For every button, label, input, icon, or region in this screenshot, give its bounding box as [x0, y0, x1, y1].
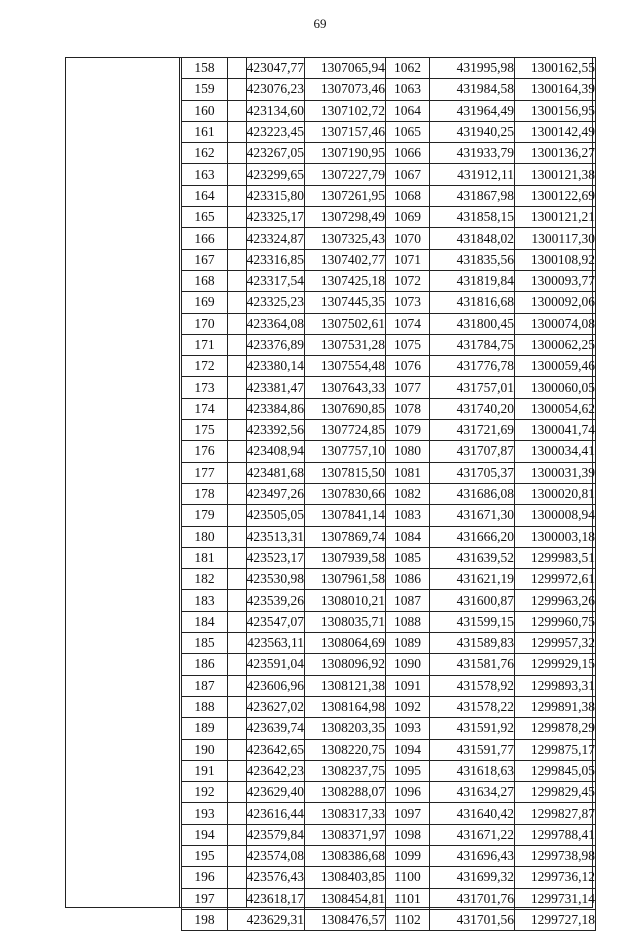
x-coordinate-left: 423134,60 [228, 100, 305, 121]
y-coordinate-right: 1299738,98 [515, 845, 596, 866]
y-coordinate-right: 1300121,21 [515, 207, 596, 228]
y-coordinate-right: 1299960,75 [515, 611, 596, 632]
x-coordinate-left: 423317,54 [228, 270, 305, 291]
y-coordinate-left: 1307939,58 [305, 547, 386, 568]
y-coordinate-right: 1300092,06 [515, 292, 596, 313]
x-coordinate-right: 431581,76 [430, 654, 515, 675]
x-coordinate-left: 423642,23 [228, 760, 305, 781]
y-coordinate-left: 1307261,95 [305, 185, 386, 206]
table-row [182, 58, 596, 79]
point-number-right: 1065 [386, 121, 430, 142]
y-coordinate-left: 1307869,74 [305, 526, 386, 547]
y-coordinate-left: 1307502,61 [305, 313, 386, 334]
x-coordinate-left: 423316,85 [228, 249, 305, 270]
x-coordinate-right: 431995,98 [430, 58, 515, 79]
y-coordinate-left: 1307690,85 [305, 398, 386, 419]
y-coordinate-left: 1307830,66 [305, 483, 386, 504]
y-coordinate-left: 1307227,79 [305, 164, 386, 185]
y-coordinate-right: 1300142,49 [515, 121, 596, 142]
table-row [182, 441, 596, 462]
point-number-left: 182 [182, 569, 228, 590]
point-number-left: 165 [182, 207, 228, 228]
x-coordinate-right: 431686,08 [430, 483, 515, 504]
x-coordinate-left: 423223,45 [228, 121, 305, 142]
point-number-right: 1082 [386, 483, 430, 504]
x-coordinate-left: 423364,08 [228, 313, 305, 334]
y-coordinate-right: 1300108,92 [515, 249, 596, 270]
point-number-left: 163 [182, 164, 228, 185]
point-number-right: 1099 [386, 845, 430, 866]
y-coordinate-right: 1300162,55 [515, 58, 596, 79]
x-coordinate-left: 423563,11 [228, 633, 305, 654]
table-row [182, 207, 596, 228]
point-number-left: 175 [182, 420, 228, 441]
point-number-right: 1063 [386, 79, 430, 100]
table-row [182, 569, 596, 590]
point-number-left: 177 [182, 462, 228, 483]
point-number-left: 184 [182, 611, 228, 632]
x-coordinate-right: 431867,98 [430, 185, 515, 206]
table-row [182, 760, 596, 781]
y-coordinate-right: 1300041,74 [515, 420, 596, 441]
point-number-left: 161 [182, 121, 228, 142]
table-row [182, 718, 596, 739]
y-coordinate-right: 1300008,94 [515, 505, 596, 526]
table-row [182, 270, 596, 291]
point-number-left: 194 [182, 824, 228, 845]
point-number-left: 185 [182, 633, 228, 654]
point-number-right: 1083 [386, 505, 430, 526]
x-coordinate-right: 431757,01 [430, 377, 515, 398]
y-coordinate-right: 1300020,81 [515, 483, 596, 504]
point-number-left: 181 [182, 547, 228, 568]
table-row [182, 249, 596, 270]
y-coordinate-right: 1299891,38 [515, 696, 596, 717]
x-coordinate-right: 431800,45 [430, 313, 515, 334]
y-coordinate-left: 1308203,35 [305, 718, 386, 739]
x-coordinate-right: 431701,76 [430, 888, 515, 909]
x-coordinate-right: 431912,11 [430, 164, 515, 185]
point-number-left: 197 [182, 888, 228, 909]
x-coordinate-left: 423513,31 [228, 526, 305, 547]
x-coordinate-right: 431671,30 [430, 505, 515, 526]
x-coordinate-right: 431578,92 [430, 675, 515, 696]
y-coordinate-left: 1308096,92 [305, 654, 386, 675]
point-number-left: 164 [182, 185, 228, 206]
point-number-right: 1067 [386, 164, 430, 185]
x-coordinate-left: 423639,74 [228, 718, 305, 739]
table-row [182, 803, 596, 824]
y-coordinate-left: 1307157,46 [305, 121, 386, 142]
table-row [182, 228, 596, 249]
table-row [182, 547, 596, 568]
table-row [182, 696, 596, 717]
x-coordinate-left: 423629,31 [228, 909, 305, 930]
y-coordinate-left: 1307554,48 [305, 356, 386, 377]
y-coordinate-left: 1308403,85 [305, 867, 386, 888]
x-coordinate-left: 423618,17 [228, 888, 305, 909]
table-row [182, 824, 596, 845]
x-coordinate-right: 431618,63 [430, 760, 515, 781]
point-number-right: 1066 [386, 143, 430, 164]
table-row [182, 526, 596, 547]
y-coordinate-right: 1300054,62 [515, 398, 596, 419]
x-coordinate-left: 423627,02 [228, 696, 305, 717]
y-coordinate-left: 1307643,33 [305, 377, 386, 398]
y-coordinate-left: 1307425,18 [305, 270, 386, 291]
table-row [182, 377, 596, 398]
y-coordinate-right: 1300122,69 [515, 185, 596, 206]
y-coordinate-right: 1300059,46 [515, 356, 596, 377]
x-coordinate-right: 431784,75 [430, 334, 515, 355]
x-coordinate-left: 423481,68 [228, 462, 305, 483]
x-coordinate-right: 431634,27 [430, 782, 515, 803]
y-coordinate-left: 1307445,35 [305, 292, 386, 313]
table-row [182, 462, 596, 483]
point-number-right: 1077 [386, 377, 430, 398]
y-coordinate-right: 1299731,14 [515, 888, 596, 909]
y-coordinate-right: 1299727,18 [515, 909, 596, 930]
point-number-left: 172 [182, 356, 228, 377]
point-number-right: 1070 [386, 228, 430, 249]
x-coordinate-left: 423547,07 [228, 611, 305, 632]
x-coordinate-left: 423574,08 [228, 845, 305, 866]
y-coordinate-right: 1300164,39 [515, 79, 596, 100]
y-coordinate-right: 1300136,27 [515, 143, 596, 164]
table-row [182, 633, 596, 654]
y-coordinate-right: 1299827,87 [515, 803, 596, 824]
point-number-left: 188 [182, 696, 228, 717]
x-coordinate-right: 431776,78 [430, 356, 515, 377]
y-coordinate-left: 1307724,85 [305, 420, 386, 441]
y-coordinate-right: 1300060,05 [515, 377, 596, 398]
x-coordinate-right: 431578,22 [430, 696, 515, 717]
x-coordinate-left: 423616,44 [228, 803, 305, 824]
point-number-left: 174 [182, 398, 228, 419]
x-coordinate-right: 431705,37 [430, 462, 515, 483]
point-number-left: 159 [182, 79, 228, 100]
point-number-right: 1090 [386, 654, 430, 675]
table-row [182, 654, 596, 675]
point-number-left: 196 [182, 867, 228, 888]
point-number-right: 1086 [386, 569, 430, 590]
x-coordinate-left: 423267,05 [228, 143, 305, 164]
y-coordinate-right: 1299893,31 [515, 675, 596, 696]
table-row [182, 505, 596, 526]
table-row [182, 398, 596, 419]
x-coordinate-right: 431699,32 [430, 867, 515, 888]
table-row [182, 590, 596, 611]
x-coordinate-right: 431740,20 [430, 398, 515, 419]
table-row [182, 185, 596, 206]
x-coordinate-right: 431707,87 [430, 441, 515, 462]
point-number-right: 1087 [386, 590, 430, 611]
table-row [182, 867, 596, 888]
point-number-right: 1078 [386, 398, 430, 419]
point-number-right: 1094 [386, 739, 430, 760]
table-row [182, 100, 596, 121]
y-coordinate-right: 1300093,77 [515, 270, 596, 291]
y-coordinate-left: 1308035,71 [305, 611, 386, 632]
x-coordinate-left: 423523,17 [228, 547, 305, 568]
point-number-left: 167 [182, 249, 228, 270]
point-number-right: 1098 [386, 824, 430, 845]
table-row [182, 79, 596, 100]
point-number-left: 198 [182, 909, 228, 930]
table-row [182, 121, 596, 142]
x-coordinate-left: 423591,04 [228, 654, 305, 675]
y-coordinate-right: 1300074,08 [515, 313, 596, 334]
x-coordinate-left: 423629,40 [228, 782, 305, 803]
point-number-left: 176 [182, 441, 228, 462]
point-number-left: 186 [182, 654, 228, 675]
y-coordinate-right: 1299845,05 [515, 760, 596, 781]
x-coordinate-right: 431621,19 [430, 569, 515, 590]
y-coordinate-left: 1307298,49 [305, 207, 386, 228]
point-number-right: 1097 [386, 803, 430, 824]
point-number-right: 1093 [386, 718, 430, 739]
table-row [182, 782, 596, 803]
point-number-right: 1101 [386, 888, 430, 909]
point-number-right: 1100 [386, 867, 430, 888]
point-number-right: 1068 [386, 185, 430, 206]
point-number-left: 187 [182, 675, 228, 696]
point-number-right: 1076 [386, 356, 430, 377]
x-coordinate-right: 431589,83 [430, 633, 515, 654]
y-coordinate-left: 1308386,68 [305, 845, 386, 866]
x-coordinate-right: 431701,56 [430, 909, 515, 930]
x-coordinate-right: 431819,84 [430, 270, 515, 291]
table-row [182, 909, 596, 930]
point-number-right: 1089 [386, 633, 430, 654]
point-number-right: 1088 [386, 611, 430, 632]
x-coordinate-left: 423606,96 [228, 675, 305, 696]
point-number-left: 160 [182, 100, 228, 121]
y-coordinate-left: 1307961,58 [305, 569, 386, 590]
x-coordinate-left: 423325,17 [228, 207, 305, 228]
x-coordinate-left: 423505,05 [228, 505, 305, 526]
point-number-right: 1084 [386, 526, 430, 547]
point-number-left: 189 [182, 718, 228, 739]
x-coordinate-right: 431816,68 [430, 292, 515, 313]
point-number-left: 166 [182, 228, 228, 249]
table-row [182, 675, 596, 696]
point-number-left: 178 [182, 483, 228, 504]
x-coordinate-right: 431933,79 [430, 143, 515, 164]
x-coordinate-right: 431640,42 [430, 803, 515, 824]
y-coordinate-right: 1300156,95 [515, 100, 596, 121]
point-number-right: 1075 [386, 334, 430, 355]
x-coordinate-right: 431721,69 [430, 420, 515, 441]
point-number-right: 1062 [386, 58, 430, 79]
x-coordinate-right: 431671,22 [430, 824, 515, 845]
y-coordinate-left: 1308237,75 [305, 760, 386, 781]
point-number-left: 168 [182, 270, 228, 291]
point-number-right: 1092 [386, 696, 430, 717]
table-row [182, 313, 596, 334]
y-coordinate-left: 1307065,94 [305, 58, 386, 79]
y-coordinate-left: 1308064,69 [305, 633, 386, 654]
x-coordinate-left: 423642,65 [228, 739, 305, 760]
x-coordinate-left: 423299,65 [228, 164, 305, 185]
y-coordinate-right: 1299875,17 [515, 739, 596, 760]
table-row [182, 334, 596, 355]
point-number-left: 171 [182, 334, 228, 355]
point-number-right: 1072 [386, 270, 430, 291]
x-coordinate-left: 423047,77 [228, 58, 305, 79]
y-coordinate-right: 1299829,45 [515, 782, 596, 803]
y-coordinate-left: 1308288,07 [305, 782, 386, 803]
x-coordinate-left: 423408,94 [228, 441, 305, 462]
x-coordinate-left: 423530,98 [228, 569, 305, 590]
x-coordinate-left: 423576,43 [228, 867, 305, 888]
blank-left-column [66, 58, 180, 907]
point-number-right: 1091 [386, 675, 430, 696]
y-coordinate-right: 1299957,32 [515, 633, 596, 654]
x-coordinate-left: 423380,14 [228, 356, 305, 377]
y-coordinate-left: 1307325,43 [305, 228, 386, 249]
y-coordinate-right: 1300117,30 [515, 228, 596, 249]
y-coordinate-right: 1299878,29 [515, 718, 596, 739]
point-number-right: 1074 [386, 313, 430, 334]
y-coordinate-left: 1308454,81 [305, 888, 386, 909]
point-number-left: 173 [182, 377, 228, 398]
table-row [182, 420, 596, 441]
x-coordinate-left: 423579,84 [228, 824, 305, 845]
y-coordinate-right: 1299736,12 [515, 867, 596, 888]
table-row [182, 143, 596, 164]
y-coordinate-right: 1300003,18 [515, 526, 596, 547]
x-coordinate-right: 431599,15 [430, 611, 515, 632]
x-coordinate-left: 423381,47 [228, 377, 305, 398]
point-number-left: 195 [182, 845, 228, 866]
y-coordinate-left: 1308371,97 [305, 824, 386, 845]
y-coordinate-right: 1299983,51 [515, 547, 596, 568]
point-number-left: 193 [182, 803, 228, 824]
point-number-right: 1085 [386, 547, 430, 568]
point-number-right: 1069 [386, 207, 430, 228]
y-coordinate-left: 1308121,38 [305, 675, 386, 696]
x-coordinate-right: 431984,58 [430, 79, 515, 100]
y-coordinate-right: 1300031,39 [515, 462, 596, 483]
y-coordinate-left: 1307102,72 [305, 100, 386, 121]
y-coordinate-left: 1307531,28 [305, 334, 386, 355]
table-row [182, 356, 596, 377]
point-number-left: 162 [182, 143, 228, 164]
point-number-right: 1079 [386, 420, 430, 441]
point-number-left: 180 [182, 526, 228, 547]
y-coordinate-right: 1300121,38 [515, 164, 596, 185]
point-number-left: 179 [182, 505, 228, 526]
page-number: 69 [313, 16, 327, 31]
x-coordinate-right: 431591,77 [430, 739, 515, 760]
table-row [182, 888, 596, 909]
point-number-right: 1073 [386, 292, 430, 313]
x-coordinate-left: 423376,89 [228, 334, 305, 355]
point-number-right: 1095 [386, 760, 430, 781]
y-coordinate-left: 1308476,57 [305, 909, 386, 930]
y-coordinate-right: 1299963,26 [515, 590, 596, 611]
x-coordinate-right: 431696,43 [430, 845, 515, 866]
y-coordinate-left: 1307402,77 [305, 249, 386, 270]
table-row [182, 611, 596, 632]
x-coordinate-left: 423324,87 [228, 228, 305, 249]
y-coordinate-left: 1307841,14 [305, 505, 386, 526]
table-row [182, 739, 596, 760]
x-coordinate-right: 431940,25 [430, 121, 515, 142]
x-coordinate-left: 423384,86 [228, 398, 305, 419]
point-number-right: 1096 [386, 782, 430, 803]
table-row [182, 292, 596, 313]
point-number-left: 170 [182, 313, 228, 334]
x-coordinate-left: 423315,80 [228, 185, 305, 206]
x-coordinate-left: 423497,26 [228, 483, 305, 504]
point-number-left: 192 [182, 782, 228, 803]
y-coordinate-right: 1299788,41 [515, 824, 596, 845]
x-coordinate-left: 423539,26 [228, 590, 305, 611]
y-coordinate-right: 1299929,15 [515, 654, 596, 675]
x-coordinate-right: 431591,92 [430, 718, 515, 739]
y-coordinate-right: 1300062,25 [515, 334, 596, 355]
y-coordinate-right: 1299972,61 [515, 569, 596, 590]
table-row [182, 483, 596, 504]
point-number-right: 1071 [386, 249, 430, 270]
point-number-right: 1080 [386, 441, 430, 462]
table-row [182, 845, 596, 866]
x-coordinate-right: 431600,87 [430, 590, 515, 611]
table-row [182, 164, 596, 185]
y-coordinate-left: 1308164,98 [305, 696, 386, 717]
x-coordinate-right: 431848,02 [430, 228, 515, 249]
point-number-left: 191 [182, 760, 228, 781]
y-coordinate-right: 1300034,41 [515, 441, 596, 462]
x-coordinate-left: 423392,56 [228, 420, 305, 441]
x-coordinate-right: 431835,56 [430, 249, 515, 270]
y-coordinate-left: 1307073,46 [305, 79, 386, 100]
point-number-left: 183 [182, 590, 228, 611]
coordinates-table [181, 57, 596, 931]
y-coordinate-left: 1307190,95 [305, 143, 386, 164]
point-number-left: 158 [182, 58, 228, 79]
y-coordinate-left: 1308317,33 [305, 803, 386, 824]
x-coordinate-right: 431858,15 [430, 207, 515, 228]
x-coordinate-right: 431666,20 [430, 526, 515, 547]
y-coordinate-left: 1307815,50 [305, 462, 386, 483]
y-coordinate-left: 1308220,75 [305, 739, 386, 760]
x-coordinate-right: 431639,52 [430, 547, 515, 568]
x-coordinate-left: 423076,23 [228, 79, 305, 100]
point-number-right: 1064 [386, 100, 430, 121]
y-coordinate-left: 1307757,10 [305, 441, 386, 462]
point-number-left: 190 [182, 739, 228, 760]
point-number-right: 1081 [386, 462, 430, 483]
point-number-right: 1102 [386, 909, 430, 930]
x-coordinate-right: 431964,49 [430, 100, 515, 121]
y-coordinate-left: 1308010,21 [305, 590, 386, 611]
point-number-left: 169 [182, 292, 228, 313]
x-coordinate-left: 423325,23 [228, 292, 305, 313]
